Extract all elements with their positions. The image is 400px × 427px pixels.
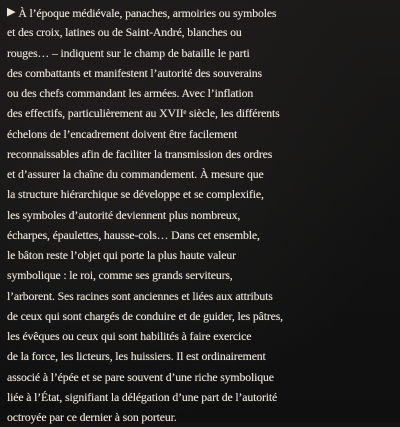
text-line-10: la structure hiérarchique se développe et se complexifie, — [7, 187, 264, 202]
text-line-6: des effectifs, particulièrement au XVIIᵉ siècle, les différents — [7, 106, 280, 121]
text-line-1 — [7, 2, 400, 22]
text-line-17: les évêques ou ceux qui sont habilités à faire exercice — [7, 329, 252, 343]
text-line-1-content: À l’époque médiévale, panaches, armoiries ou symboles — [18, 6, 277, 20]
text-line-19: associé à l’épée et se pare souvent d’une riche symbolique — [7, 369, 274, 384]
text-line-21: octroyée par ce dernier à son porteur. — [7, 410, 177, 424]
text-line-15: l’arborent. Ses racines sont anciennes et liées aux attributs — [7, 288, 273, 303]
text-line-9: et d’assurer la chaîne du commandement. À mesure que — [7, 167, 264, 181]
text-line-16: de ceux qui sont chargés de conduire et de guider, les pâtres, — [7, 308, 283, 323]
text-line-12: écharpes, épaulettes, hausse-cols… Dans cet ensemble, — [7, 227, 260, 242]
text-line-7: échelons de l’encadrement doivent être facilement — [7, 126, 238, 141]
text-line-2: et des croix, latines ou de Saint-André, blanches ou — [7, 25, 242, 40]
text-line-3: rouges… – indiquent sur le champ de bataille le parti — [7, 45, 250, 60]
text-line-14: symbolique : le roi, comme ses grands serviteurs, — [7, 268, 233, 283]
text-line-20: liée à l’État, signifiant la délégation d’une part de l’autorité — [7, 389, 278, 404]
text-line-18: de la force, les licteurs, les huissiers. Il est ordinairement — [7, 349, 266, 364]
paragraph — [7, 2, 400, 427]
triangle-bullet-icon: ▶ — [7, 6, 16, 18]
text-line-5: ou des chefs commandant les armées. Avec l’inflation — [7, 86, 254, 100]
text-line-8: reconnaissables afin de faciliter la transmission des ordres — [7, 146, 273, 161]
text-line-11: les symboles d’autorité deviennent plus nombreux, — [7, 207, 241, 222]
text-line-4: des combattants et manifestent l’autorité des souverains — [7, 65, 262, 80]
text-line-13: le bâton reste l’objet qui porte la plus haute valeur — [7, 248, 236, 262]
